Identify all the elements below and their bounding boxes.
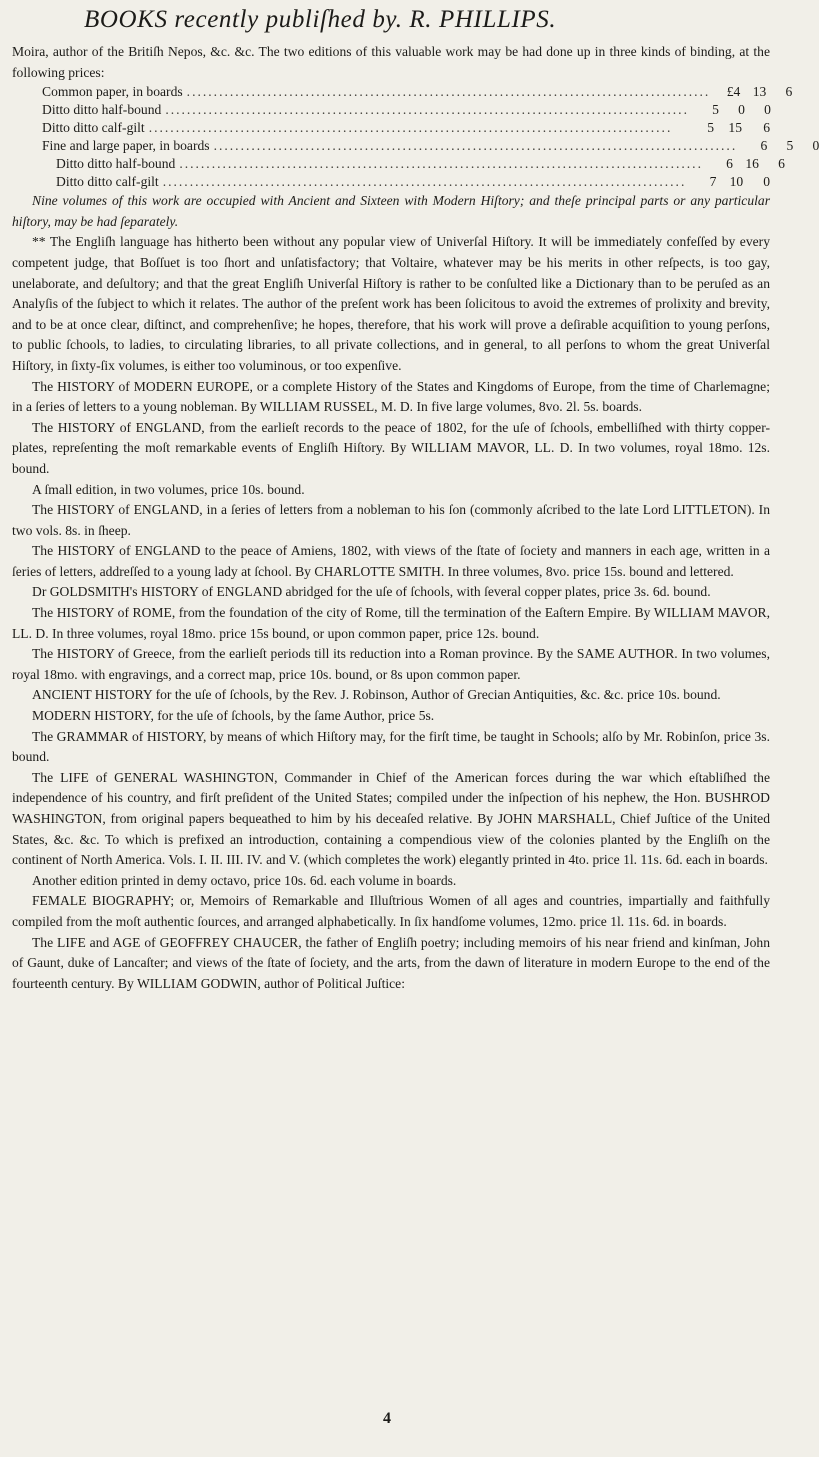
- entry-grammar-of-history: The GRAMMAR of HISTORY, by means of which Hiſtory may, for the firſt time, be taught in Schools; alſo by Mr. Robinſon, price 3s. bound.: [12, 728, 770, 765]
- entry-another-edition: Another edition printed in demy octavo, price 10s. 6d. each volume in boards.: [32, 872, 457, 888]
- entry-england-lyttelton: The HISTORY of ENGLAND, in a ſeries of letters from a nobleman to his ſon (commonly aſcribed to the late Lord LITTLETON). In two vols. 8s. in ſheep.: [12, 502, 770, 538]
- entry-chaucer: The LIFE and AGE of GEOFFREY CHAUCER, the father of Engliſh poetry; including memoirs of his near friend and kinſman, John of Gaunt, duke of Lancaſter; and views of the ſtate of ſociety, and the arts, from the dawn of literature in modern Europe to the end of the fourteenth century. By WILLIAM GODWIN, author of Political Juſtice:: [12, 934, 770, 991]
- price-label: Ditto ditto half-bound: [56, 156, 176, 172]
- pounds: 6: [726, 156, 733, 172]
- pence: 0: [812, 138, 819, 154]
- leader-dots: .................................................................................................: [162, 174, 687, 190]
- english-language-note: ** The Engliſh language has hitherto been without any popular view of Univerſal Hiſtory. It will be immediately confeſſed by every competent judge, that Boſſuet is too ſhort and unſatisfactory; that Voltaire, whatever may be his merits in other reſpects, is too gay, unelaborate, and deſultory; and that the great Engliſh Univerſal Hiſtory is rather to be conſulted like a Dictionary than to be peruſed as an Analyſis of the ſubject to which it relates. The author of the preſent work has been ſolicitous to avoid the extremes of prolixity and brevity, and to be at once clear, diſtinct, and comprehenſive; he hopes, therefore, that his work will prove a deſirable acquiſition to young perſons, to public ſchools, to ladies, to circulating libraries, to all private collections, and in general, to all perſons to whom the great Univerſal Hiſtory, in ſixty-ſix volumes, is either too voluminous, or too expenſive.: [12, 234, 770, 373]
- price-row: [12, 155, 785, 173]
- currency-pounds: £4: [726, 84, 741, 100]
- nine-volumes-note: Nine volumes of this work are occupied with Ancient and Sixteen with Modern Hiſtory; and theſe principal parts or any particular hiſtory, may be had ſeparately.: [12, 193, 770, 229]
- price-row: [12, 119, 770, 137]
- price-row: [12, 101, 770, 119]
- price-label: Fine and large paper, in boards: [42, 138, 210, 154]
- leader-dots: .................................................................................................: [186, 84, 711, 100]
- moira-entry-intro: Moira, author of the Britiſh Nepos, &c. &c. The two editions of this valuable work may be had done up in three kinds of binding, at the following prices:: [12, 44, 770, 80]
- price-amount: [688, 119, 770, 137]
- leader-dots: .................................................................................................: [179, 156, 703, 172]
- page-number: 4: [383, 1410, 391, 1427]
- pounds: 5: [712, 102, 719, 118]
- page-header: BOOKS recently publiſhed by. R. PHILLIPS.: [84, 6, 557, 33]
- shillings: 5: [786, 138, 794, 154]
- pence: 0: [763, 174, 770, 190]
- entry-washington: The LIFE of GENERAL WASHINGTON, Commander in Chief of the American forces during the war which eſtabliſhed the independence of his country, and firſt preſident of the United States; compiled under the inſpection of his nephew, the Hon. BUSHROD WASHINGTON, from original papers bequeathed to him by his deceaſed relative. By JOHN MARSHALL, Chief Juſtice of the United States, &c. &c. To which is prefixed an introduction, containing a compendious view of the colonies planted by the Engliſh on the continent of North America. Vols. I. II. III. IV. and V. (which completes the work) elegantly printed in 4to. price 1l. 11s. 6d. each in boards.: [12, 769, 770, 868]
- entry-greece: The HISTORY of Greece, from the earlieſt periods till its reduction into a Roman province. By the SAME AUTHOR. In two volumes, royal 18mo. with engravings, and a correct map, price 10s. bound, or 8s upon common paper.: [12, 646, 770, 682]
- entry-england-mavor: The HISTORY of ENGLAND, from the earlieſt records to the peace of 1802, for the uſe of ſchools, embelliſhed with thirty copper-plates, repreſenting the moſt remarkable events of Engliſh Hiſtory. By WILLIAM MAVOR, LL. D. In two volumes, royal 18mo. 12s. bound.: [12, 419, 770, 476]
- price-list: [12, 83, 819, 191]
- price-amount: [690, 173, 770, 191]
- leader-dots: .................................................................................................: [165, 102, 689, 118]
- price-label: Ditto ditto calf-gilt: [56, 174, 159, 190]
- price-amount: [707, 155, 785, 173]
- price-amount: [693, 101, 771, 119]
- price-row: [12, 173, 770, 191]
- shillings: 16: [745, 156, 759, 172]
- shillings: 13: [752, 84, 767, 100]
- price-amount: [714, 83, 792, 101]
- pounds: 6: [760, 138, 768, 154]
- entry-england-smith: The HISTORY of ENGLAND to the peace of Amiens, 1802, with views of the ſtate of ſociety and manners in each age, written in a ſeries of letters, addreſſed to a young lady at ſchool. By CHARLOTTE SMITH. In three volumes, 8vo. price 15s. bound and lettered.: [12, 543, 770, 579]
- pence: 6: [785, 84, 793, 100]
- price-label: Common paper, in boards: [42, 84, 183, 100]
- entry-rome: The HISTORY of ROME, from the foundation of the city of Rome, till the termination of the Eaſtern Empire. By WILLIAM MAVOR, LL. D. In three volumes, royal 18mo. price 15s bound, or upon common paper, price 12s. bound.: [12, 605, 770, 641]
- entry-modern-history: MODERN HISTORY, for the uſe of ſchools, by the ſame Author, price 5s.: [32, 708, 435, 724]
- pounds: 5: [707, 120, 714, 136]
- pence: 6: [778, 156, 785, 172]
- entry-modern-europe: The HISTORY of MODERN EUROPE, or a complete History of the States and Kingdoms of Europe, from the time of Charlemagne; in a ſeries of letters to a young nobleman. By WILLIAM RUSSEL, M. D. In five large volumes, 8vo. 2l. 5s. boards.: [12, 378, 770, 415]
- price-amount: [741, 137, 819, 155]
- entry-small-edition: A ſmall edition, in two volumes, price 10s. bound.: [32, 481, 305, 497]
- entry-ancient-history: ANCIENT HISTORY for the uſe of ſchools, by the Rev. J. Robinson, Author of Grecian Antiquities, &c. &c. price 10s. bound.: [32, 687, 721, 703]
- pence: 6: [763, 120, 770, 136]
- pounds: 7: [709, 174, 717, 190]
- leader-dots: .................................................................................................: [213, 138, 738, 154]
- price-label: Ditto ditto half-bound: [42, 102, 162, 118]
- shillings: 0: [738, 102, 745, 118]
- price-row: [12, 137, 819, 155]
- entry-goldsmith: Dr GOLDSMITH's HISTORY of ENGLAND abridged for the uſe of ſchools, with ſeveral copper plates, price 3s. 6d. bound.: [32, 584, 711, 600]
- shillings: 10: [729, 174, 744, 190]
- pence: 0: [764, 102, 771, 118]
- entry-female-biography: FEMALE BIOGRAPHY; or, Memoirs of Remarkable and Illuſtrious Women of all ages and countries, impartially and faithfully compiled from the moſt authentic ſources, and arranged alphabetically. In ſix handſome volumes, 12mo. price 1l. 11s. 6d. in boards.: [12, 893, 770, 929]
- leader-dots: .................................................................................................: [148, 120, 673, 136]
- shillings: 15: [728, 120, 742, 136]
- price-label: Ditto ditto calf-gilt: [42, 120, 145, 136]
- price-row: [12, 83, 793, 101]
